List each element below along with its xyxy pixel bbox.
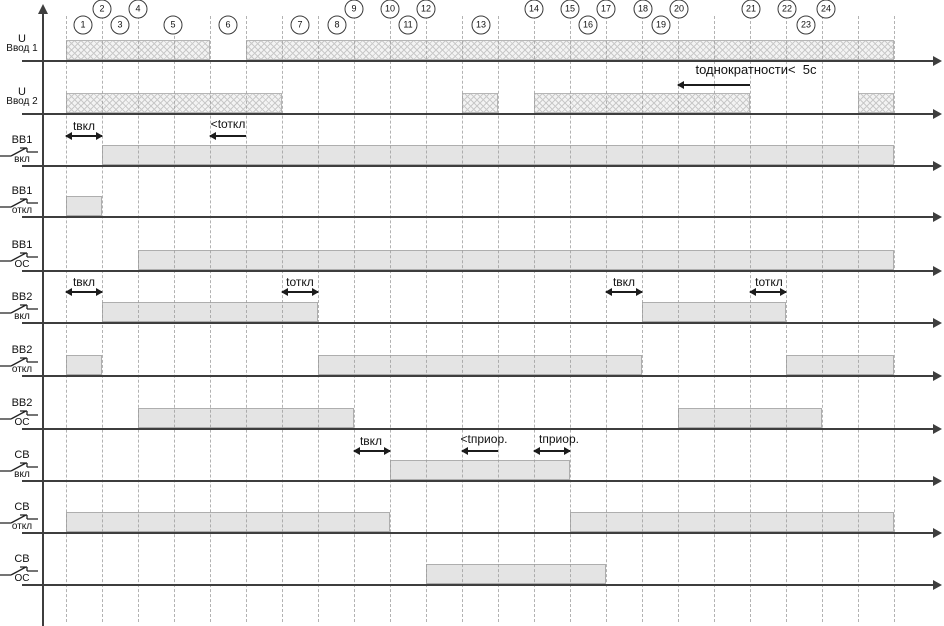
sv-vkl-signal-bar [390, 460, 570, 480]
measure-arrow [750, 291, 786, 293]
vv2-os-label-bottom: ОС [14, 417, 30, 428]
event-marker-24: 24 [817, 0, 836, 19]
event-marker-21: 21 [742, 0, 761, 19]
u-vvod-1-label-bottom: Ввод 1 [6, 43, 38, 54]
u-vvod-2-signal-bar [66, 93, 282, 113]
measure-arrowhead-right [312, 288, 319, 296]
measure-arrowhead-right [636, 288, 643, 296]
u-vvod-1-baseline-arrow [22, 60, 934, 62]
vv1-otkl-signal-bar [66, 196, 102, 216]
measure-arrowhead-left [605, 288, 612, 296]
time-gridline [426, 16, 427, 622]
event-marker-8: 8 [328, 16, 347, 35]
breaker-contact-icon [0, 250, 38, 263]
vv2-otkl-baseline-arrow [22, 375, 934, 377]
sv-os-label-top: СВ [14, 553, 30, 565]
sv-vkl-label-bottom: вкл [14, 469, 30, 480]
vv2-os-signal-bar [138, 408, 354, 428]
u-vvod-2-baseline-arrow [22, 113, 934, 115]
measure-arrowhead-left [65, 288, 72, 296]
time-gridline [246, 16, 247, 622]
time-gridline [534, 16, 535, 622]
time-gridline [678, 16, 679, 622]
vv1-otkl-label-bottom: откл [11, 205, 33, 216]
vv2-otkl-signal-bar [66, 355, 102, 375]
u-vvod-1-baseline-arrowhead [933, 56, 942, 66]
time-gridline [750, 16, 751, 622]
event-marker-6: 6 [219, 16, 238, 35]
time-annotation-label: <tприор. [460, 432, 508, 446]
event-marker-3: 3 [111, 16, 130, 35]
measure-arrowhead-right [564, 447, 571, 455]
time-gridline [102, 16, 103, 622]
event-marker-1: 1 [74, 16, 93, 35]
u-vvod-2-signal-bar [534, 93, 750, 113]
time-gridline [642, 16, 643, 622]
measure-arrow [606, 291, 642, 293]
vv1-os-baseline-arrowhead [933, 266, 942, 276]
time-gridline [66, 16, 67, 622]
u-vvod-1-signal-bar [246, 40, 894, 60]
time-annotation-label: <tоткл [210, 117, 246, 131]
time-gridline [462, 16, 463, 622]
event-marker-12: 12 [417, 0, 436, 19]
measure-arrow [534, 450, 570, 452]
sv-vkl-baseline-arrow [22, 480, 934, 482]
sv-vkl-label-top: СВ [14, 449, 30, 461]
event-marker-14: 14 [525, 0, 544, 19]
time-gridline [786, 16, 787, 622]
time-annotation-label: tвкл [359, 434, 383, 448]
measure-arrowhead-right [384, 447, 391, 455]
measure-arrowhead-left [209, 132, 216, 140]
vv2-vkl-baseline-arrow [22, 322, 934, 324]
time-annotation-label: tоткл [286, 275, 314, 289]
vv1-vkl-baseline-arrow [22, 165, 934, 167]
time-gridline [138, 16, 139, 622]
vertical-axis-arrowhead [38, 4, 48, 14]
vv1-otkl-label-top: ВВ1 [11, 185, 33, 197]
time-annotation-label: tвкл [612, 275, 636, 289]
breaker-contact-icon [0, 408, 38, 421]
event-marker-19: 19 [652, 16, 671, 35]
u-vvod-1-signal-bar [66, 40, 210, 60]
vv1-otkl-baseline-arrowhead [933, 212, 942, 222]
sv-otkl-label-top: СВ [14, 501, 30, 513]
vv1-otkl-baseline-arrow [22, 216, 934, 218]
event-marker-22: 22 [778, 0, 797, 19]
event-marker-18: 18 [634, 0, 653, 19]
time-gridline [606, 16, 607, 622]
sv-os-baseline-arrowhead [933, 580, 942, 590]
measure-arrowhead-left [677, 81, 684, 89]
sv-otkl-signal-bar [570, 512, 894, 532]
vv1-vkl-label-bottom: вкл [14, 154, 30, 165]
event-marker-10: 10 [381, 0, 400, 19]
u-vvod-2-baseline-arrowhead [933, 109, 942, 119]
sv-os-signal-bar [426, 564, 606, 584]
time-gridline [858, 16, 859, 622]
vv2-vkl-label-top: ВВ2 [11, 291, 33, 303]
time-gridline [570, 16, 571, 622]
measure-arrowhead-right [780, 288, 787, 296]
u-vvod-2-signal-bar [858, 93, 894, 113]
measure-arrow [462, 450, 498, 452]
vertical-axis [42, 12, 44, 626]
vv2-os-baseline-arrowhead [933, 424, 942, 434]
time-gridline [354, 16, 355, 622]
breaker-contact-icon [0, 564, 38, 577]
event-marker-20: 20 [670, 0, 689, 19]
vv1-os-label-top: ВВ1 [11, 239, 33, 251]
breaker-contact-icon [0, 145, 38, 158]
time-gridline [390, 16, 391, 622]
sv-otkl-baseline-arrowhead [933, 528, 942, 538]
time-gridline [174, 16, 175, 622]
vv2-otkl-label-top: ВВ2 [11, 344, 33, 356]
breaker-contact-icon [0, 302, 38, 315]
measure-arrowhead-left [65, 132, 72, 140]
vv2-os-baseline-arrow [22, 428, 934, 430]
measure-arrow [210, 135, 246, 137]
event-marker-5: 5 [164, 16, 183, 35]
measure-arrowhead-right [96, 132, 103, 140]
measure-arrowhead-left [281, 288, 288, 296]
vv1-os-signal-bar [138, 250, 894, 270]
measure-arrow [354, 450, 390, 452]
breaker-contact-icon [0, 460, 38, 473]
vv1-vkl-label-top: ВВ1 [11, 134, 33, 146]
event-marker-13: 13 [472, 16, 491, 35]
time-gridline [210, 16, 211, 622]
vv2-os-label-top: ВВ2 [11, 397, 33, 409]
time-gridline [282, 16, 283, 622]
event-marker-15: 15 [561, 0, 580, 19]
vv2-vkl-signal-bar [102, 302, 318, 322]
time-annotation-label: tвкл [72, 275, 96, 289]
breaker-contact-icon [0, 196, 38, 209]
vv2-os-signal-bar [678, 408, 822, 428]
vv1-os-baseline-arrow [22, 270, 934, 272]
vv1-vkl-signal-bar [102, 145, 894, 165]
measure-arrowhead-left [749, 288, 756, 296]
measure-arrowhead-left [533, 447, 540, 455]
time-annotation-label: tвкл [72, 119, 96, 133]
u-vvod-2-label-bottom: Ввод 2 [6, 96, 38, 107]
measure-arrowhead-left [461, 447, 468, 455]
event-marker-4: 4 [129, 0, 148, 19]
vv1-os-label-bottom: ОС [14, 259, 30, 270]
u-vvod-2-label-top: U [18, 86, 26, 98]
time-gridline [894, 16, 895, 622]
sv-vkl-baseline-arrowhead [933, 476, 942, 486]
measure-arrowhead-left [353, 447, 360, 455]
event-marker-17: 17 [597, 0, 616, 19]
event-marker-11: 11 [399, 16, 418, 35]
vv2-vkl-baseline-arrowhead [933, 318, 942, 328]
sv-otkl-baseline-arrow [22, 532, 934, 534]
sv-otkl-signal-bar [66, 512, 390, 532]
sv-otkl-label-bottom: откл [11, 521, 33, 532]
event-marker-2: 2 [93, 0, 112, 19]
sv-os-baseline-arrow [22, 584, 934, 586]
breaker-contact-icon [0, 512, 38, 525]
vv2-otkl-signal-bar [786, 355, 894, 375]
measure-arrow [282, 291, 318, 293]
time-gridline [714, 16, 715, 622]
vv2-vkl-signal-bar [642, 302, 786, 322]
event-marker-16: 16 [579, 16, 598, 35]
u-vvod-2-signal-bar [462, 93, 498, 113]
vv1-vkl-baseline-arrowhead [933, 161, 942, 171]
measure-arrowhead-right [96, 288, 103, 296]
u-vvod-1-label-top: U [18, 33, 26, 45]
breaker-contact-icon [0, 355, 38, 368]
vv2-otkl-baseline-arrowhead [933, 371, 942, 381]
event-marker-23: 23 [797, 16, 816, 35]
time-gridline [498, 16, 499, 622]
sv-os-label-bottom: ОС [14, 573, 30, 584]
vv2-vkl-label-bottom: вкл [14, 311, 30, 322]
time-annotation-label: tприор. [539, 432, 579, 446]
time-annotation-label: tоднократности< 5с [695, 62, 817, 77]
measure-arrow [66, 291, 102, 293]
vv2-otkl-signal-bar [318, 355, 642, 375]
measure-arrow [678, 84, 750, 86]
event-marker-9: 9 [345, 0, 364, 19]
time-gridline [822, 16, 823, 622]
measure-arrow [66, 135, 102, 137]
vv2-otkl-label-bottom: откл [11, 364, 33, 375]
time-gridline [318, 16, 319, 622]
time-annotation-label: tоткл [755, 275, 783, 289]
event-marker-7: 7 [291, 16, 310, 35]
